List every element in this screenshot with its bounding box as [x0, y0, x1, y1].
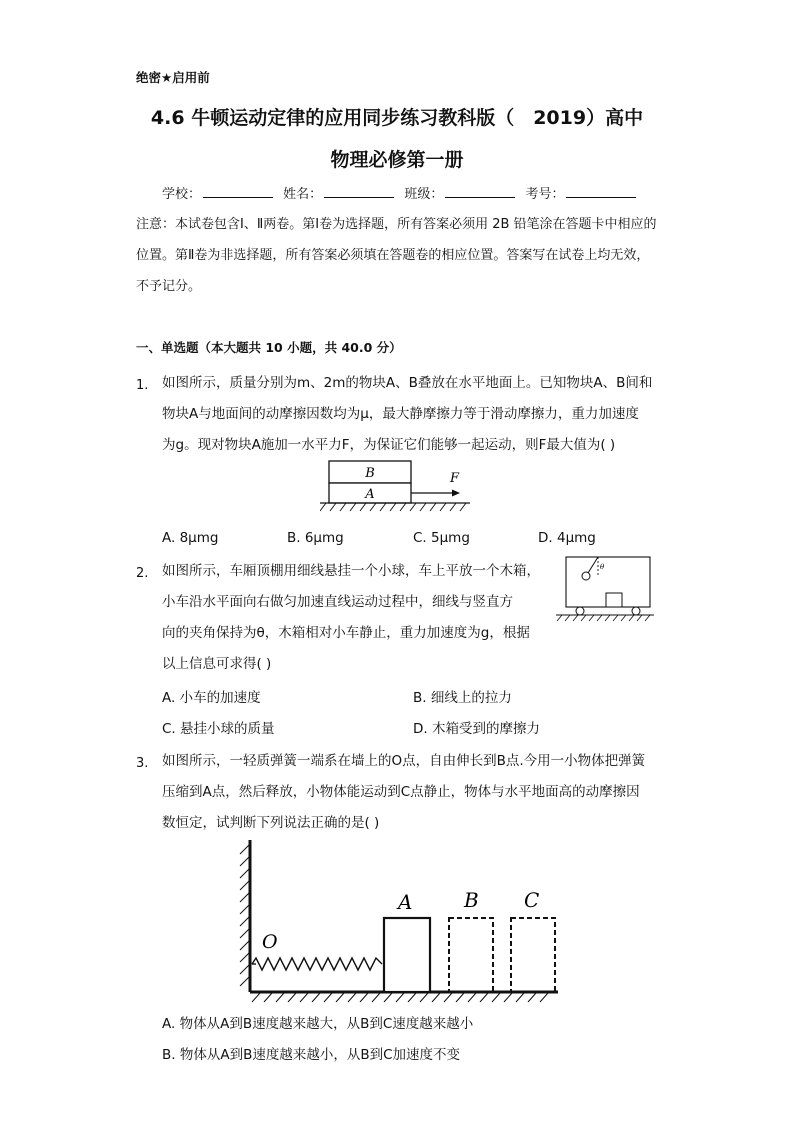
q1-line1: 如图所示，质量分别为m、2m的物块A、B叠放在水平地面上。已知物块A、B间和 — [162, 375, 653, 391]
ground-hatch — [320, 503, 466, 511]
confidential-label: 绝密★启用前 — [136, 70, 210, 85]
block-b-label: B — [365, 466, 375, 481]
q2-option-d[interactable]: D. 木箱受到的摩擦力 — [413, 721, 540, 737]
q2-option-b[interactable]: B. 细线上的拉力 — [413, 690, 512, 706]
position-c-outline — [511, 918, 555, 992]
q2-number: 2. — [136, 566, 149, 581]
q3-line3: 数恒定，试判断下列说法正确的是( ) — [162, 815, 380, 831]
block-a-label: A — [365, 487, 375, 502]
floor-hatch — [252, 993, 548, 1002]
q2-option-c[interactable]: C. 悬挂小球的质量 — [162, 721, 275, 737]
name-blank[interactable] — [324, 185, 394, 198]
wooden-box — [606, 593, 622, 607]
exam-number-blank[interactable] — [566, 185, 636, 198]
school-label: 学校： — [162, 187, 202, 202]
position-b-label: B — [464, 888, 479, 912]
force-label: F — [450, 471, 460, 486]
q2-line3: 向的夹角保持为θ，木箱相对小车静止，重力加速度为g，根据 — [162, 625, 530, 641]
page-subtitle: 物理必修第一册 — [330, 149, 464, 171]
q3-option-a[interactable]: A. 物体从A到B速度越来越大，从B到C速度越来越小 — [162, 1016, 474, 1032]
angle-label: θ — [600, 563, 605, 571]
q2-line2: 小车沿水平面向右做匀加速直线运动过程中，细线与竖直方 — [162, 594, 513, 610]
position-b-outline — [449, 918, 493, 992]
left-wheel — [576, 607, 584, 615]
q3-number: 3. — [136, 756, 149, 771]
block-a-label: A — [398, 890, 413, 914]
q1-number: 1. — [136, 378, 149, 393]
ground-hatch — [557, 615, 650, 621]
q1-option-b[interactable]: B. 6μmg — [287, 530, 344, 546]
right-wheel — [632, 607, 640, 615]
spring — [252, 958, 382, 970]
q1-figure — [320, 458, 480, 514]
q2-option-a[interactable]: A. 小车的加速度 — [162, 690, 261, 706]
class-label: 班级： — [404, 187, 444, 202]
point-o-label: O — [262, 931, 278, 953]
force-arrow-head — [452, 490, 460, 497]
q3-line1: 如图所示，一轻质弹簧一端系在墙上的O点，自由伸长到B点.今用一小物体把弹簧 — [162, 753, 646, 769]
page-title: 4.6 牛顿运动定律的应用同步练习教科版（ 2019）高中 — [150, 107, 644, 129]
q1-option-d[interactable]: D. 4μmg — [538, 530, 596, 546]
exam-number-label: 考号： — [525, 187, 565, 202]
block-a — [384, 918, 430, 992]
q1-option-c[interactable]: C. 5μmg — [413, 530, 470, 546]
student-info-row — [162, 183, 642, 202]
q1-option-a[interactable]: A. 8μmg — [162, 530, 219, 546]
school-blank[interactable] — [203, 185, 273, 198]
q1-line2: 物块A与地面间的动摩擦因数均为μ，最大静摩擦力等于滑动摩擦力，重力加速度 — [162, 406, 639, 422]
hanging-ball — [582, 572, 590, 580]
position-c-label: C — [524, 888, 540, 912]
q1-line3: 为g。现对物块A施加一水平力F，为保证它们能够一起运动，则F最大值为( ) — [162, 437, 616, 453]
q2-line1: 如图所示，车厢顶棚用细线悬挂一个小球，车上平放一个木箱， — [162, 563, 540, 579]
q3-figure — [232, 836, 562, 1004]
q3-line2: 压缩到A点，然后释放，小物体能运动到C点静止，物体与水平地面高的动摩擦因 — [162, 784, 640, 800]
name-label: 姓名： — [283, 187, 323, 202]
q3-option-b[interactable]: B. 物体从A到B速度越来越小，从B到C加速度不变 — [162, 1047, 461, 1063]
section-heading: 一、单选题（本大题共 10 小题，共 40.0 分） — [136, 340, 402, 355]
q2-line4: 以上信息可求得( ) — [162, 656, 272, 672]
q2-figure — [554, 553, 656, 623]
class-blank[interactable] — [445, 185, 515, 198]
exam-notice: 注意：本试卷包含Ⅰ、Ⅱ两卷。第Ⅰ卷为选择题，所有答案必须用 2B 铅笔涂在答题卡中相应的位置。第Ⅱ卷为非选择题，所有答案必须填在答题卷的相应位置。答案写在试卷上均无效，不予记分。 — [136, 217, 657, 294]
